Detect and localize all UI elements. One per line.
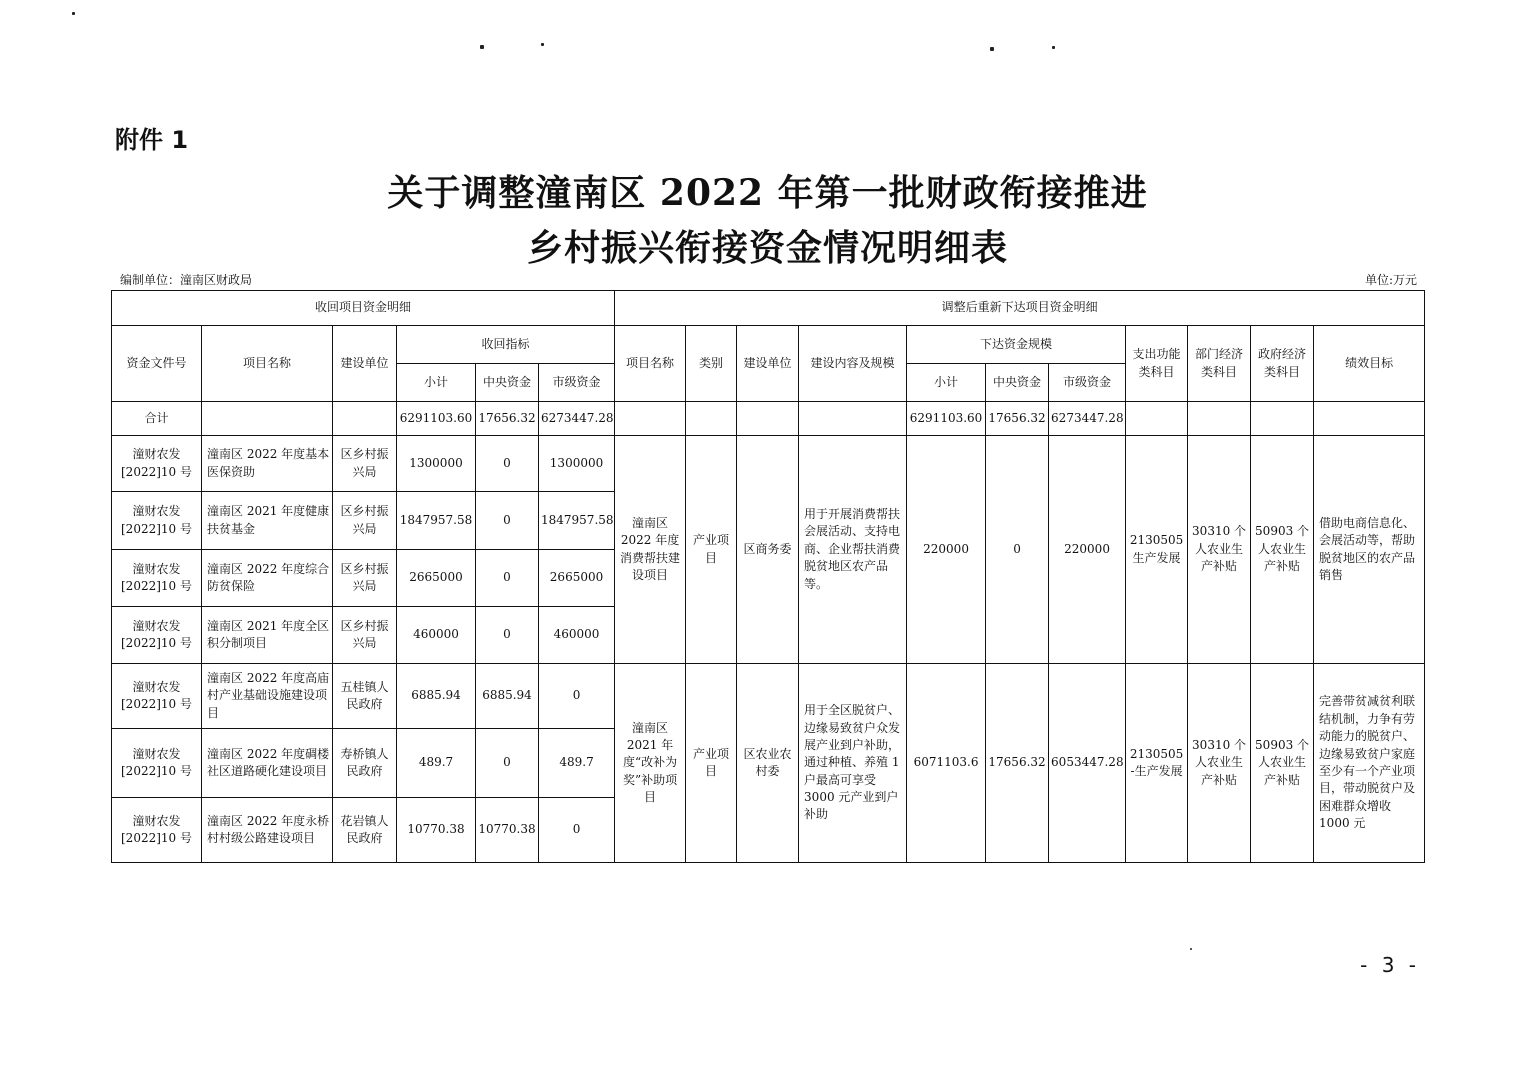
unit-cell: 区乡村振兴局 (333, 436, 397, 492)
project-name-cell: 潼南区 2021 年度健康扶贫基金 (202, 492, 333, 550)
city-cell: 1300000 (539, 436, 615, 492)
fund-doc-cell: 潼财农发[2022]10 号 (112, 607, 202, 664)
r-subtotal-cell: 6071103.6 (907, 664, 986, 863)
scan-speck (990, 47, 994, 51)
subtotal-cell: 6885.94 (397, 664, 476, 729)
col-r-category: 类别 (686, 326, 737, 402)
r-subtotal-cell: 220000 (907, 436, 986, 664)
central-cell: 0 (476, 492, 539, 550)
r-func-subject-cell: 2130505 生产发展 (1126, 436, 1188, 664)
col-r-gov-subject: 政府经济类科目 (1251, 326, 1314, 402)
total-city: 6273447.28 (539, 402, 615, 436)
central-cell: 10770.38 (476, 798, 539, 863)
unit-cell: 花岩镇人民政府 (333, 798, 397, 863)
central-cell: 0 (476, 607, 539, 664)
total-r-central: 17656.32 (986, 402, 1049, 436)
col-r-goal: 绩效目标 (1314, 326, 1425, 402)
subtotal-cell: 10770.38 (397, 798, 476, 863)
document-title-line-2: 乡村振兴衔接资金情况明细表 (526, 227, 1008, 269)
col-subtotal: 小计 (397, 364, 476, 402)
r-category-cell: 产业项目 (686, 436, 737, 664)
r-dept-subject-cell: 30310 个人农业生产补贴 (1188, 436, 1251, 664)
city-cell: 1847957.58 (539, 492, 615, 550)
scan-speck (1052, 46, 1055, 49)
r-central-cell: 17656.32 (986, 664, 1049, 863)
recovered-group-header: 收回项目资金明细 (112, 291, 615, 326)
unit-cell: 区乡村振兴局 (333, 492, 397, 550)
col-recovered-indicator: 收回指标 (397, 326, 615, 364)
table-row (112, 436, 1425, 492)
central-cell: 6885.94 (476, 664, 539, 729)
col-project-name: 项目名称 (202, 326, 333, 402)
project-name-cell: 潼南区 2022 年度永桥村村级公路建设项目 (202, 798, 333, 863)
total-label: 合计 (112, 402, 202, 436)
col-r-scale: 下达资金规模 (907, 326, 1126, 364)
city-cell: 489.7 (539, 729, 615, 798)
fund-doc-cell: 潼财农发[2022]10 号 (112, 550, 202, 607)
document-title-line-1: 关于调整潼南区 2022 年第一批财政衔接推进 (387, 172, 1148, 214)
total-r-city: 6273447.28 (1049, 402, 1126, 436)
total-subtotal: 6291103.60 (397, 402, 476, 436)
col-construction-unit: 建设单位 (333, 326, 397, 402)
table-row (112, 664, 1425, 729)
total-central: 17656.32 (476, 402, 539, 436)
col-fund-doc-no: 资金文件号 (112, 326, 202, 402)
reissued-group-header: 调整后重新下达项目资金明细 (615, 291, 1425, 326)
page-number: - 3 - (1360, 953, 1420, 977)
subtotal-cell: 1847957.58 (397, 492, 476, 550)
unit-cell: 寿桥镇人民政府 (333, 729, 397, 798)
r-unit-cell: 区商务委 (737, 436, 799, 664)
subtotal-cell: 460000 (397, 607, 476, 664)
col-r-construction-unit: 建设单位 (737, 326, 799, 402)
total-r-subtotal: 6291103.60 (907, 402, 986, 436)
r-city-cell: 6053447.28 (1049, 664, 1126, 863)
project-name-cell: 潼南区 2022 年度高庙村产业基础设施建设项目 (202, 664, 333, 729)
city-cell: 0 (539, 798, 615, 863)
city-cell: 0 (539, 664, 615, 729)
col-r-dept-subject: 部门经济类科目 (1188, 326, 1251, 402)
project-name-cell: 潼南区 2022 年度综合防贫保险 (202, 550, 333, 607)
fund-doc-cell: 潼财农发[2022]10 号 (112, 664, 202, 729)
r-goal-cell: 借助电商信息化、会展活动等，帮助脱贫地区的农产品销售 (1314, 436, 1425, 664)
funds-table (111, 290, 1425, 863)
subtotal-cell: 1300000 (397, 436, 476, 492)
scan-speck (480, 45, 484, 49)
subtotal-cell: 2665000 (397, 550, 476, 607)
unit-cell: 五桂镇人民政府 (333, 664, 397, 729)
attachment-label: 附件 1 (115, 126, 189, 154)
project-name-cell: 潼南区 2021 年度全区积分制项目 (202, 607, 333, 664)
col-r-project-name: 项目名称 (615, 326, 686, 402)
col-r-city: 市级资金 (1049, 364, 1126, 402)
fund-doc-cell: 潼财农发[2022]10 号 (112, 729, 202, 798)
col-r-central: 中央资金 (986, 364, 1049, 402)
r-gov-subject-cell: 50903 个人农业生产补贴 (1251, 664, 1314, 863)
central-cell: 0 (476, 550, 539, 607)
r-unit-cell: 区农业农村委 (737, 664, 799, 863)
r-func-subject-cell: 2130505 -生产发展 (1126, 664, 1188, 863)
city-cell: 460000 (539, 607, 615, 664)
subtotal-cell: 489.7 (397, 729, 476, 798)
r-category-cell: 产业项目 (686, 664, 737, 863)
project-name-cell: 潼南区 2022 年度基本医保资助 (202, 436, 333, 492)
central-cell: 0 (476, 436, 539, 492)
project-name-cell: 潼南区 2022 年度碉楼社区道路硬化建设项目 (202, 729, 333, 798)
central-cell: 0 (476, 729, 539, 798)
fund-doc-cell: 潼财农发[2022]10 号 (112, 492, 202, 550)
col-city-funds: 市级资金 (539, 364, 615, 402)
scan-speck (541, 43, 544, 46)
r-project-name-cell: 潼南区 2022 年度消费帮扶建设项目 (615, 436, 686, 664)
r-content-cell: 用于全区脱贫户、边缘易致贫户众发展产业到户补助，通过种植、养殖 1 户最高可享受3000 元产业到户补助 (799, 664, 907, 863)
currency-unit: 单位:万元 (1364, 273, 1417, 287)
total-row (112, 402, 1425, 436)
r-goal-cell: 完善带贫减贫利联结机制，力争有劳动能力的脱贫户、边缘易致贫户家庭至少有一个产业项目，带动脱贫户及困难群众增收 1000 元 (1314, 664, 1425, 863)
col-r-content: 建设内容及规模 (799, 326, 907, 402)
fund-doc-cell: 潼财农发[2022]10 号 (112, 436, 202, 492)
r-city-cell: 220000 (1049, 436, 1126, 664)
col-central-funds: 中央资金 (476, 364, 539, 402)
fund-doc-cell: 潼财农发[2022]10 号 (112, 798, 202, 863)
r-dept-subject-cell: 30310 个人农业生产补贴 (1188, 664, 1251, 863)
unit-cell: 区乡村振兴局 (333, 550, 397, 607)
scan-speck (72, 12, 75, 15)
scan-speck (1190, 948, 1192, 950)
unit-cell: 区乡村振兴局 (333, 607, 397, 664)
col-r-func-subject: 支出功能类科目 (1126, 326, 1188, 402)
r-central-cell: 0 (986, 436, 1049, 664)
city-cell: 2665000 (539, 550, 615, 607)
col-r-subtotal: 小计 (907, 364, 986, 402)
r-project-name-cell: 潼南区 2021 年度“改补为奖”补助项目 (615, 664, 686, 863)
r-gov-subject-cell: 50903 个人农业生产补贴 (1251, 436, 1314, 664)
compiler-unit: 编制单位：潼南区财政局 (120, 273, 253, 287)
r-content-cell: 用于开展消费帮扶会展活动、支持电商、企业帮扶消费脱贫地区农产品等。 (799, 436, 907, 664)
